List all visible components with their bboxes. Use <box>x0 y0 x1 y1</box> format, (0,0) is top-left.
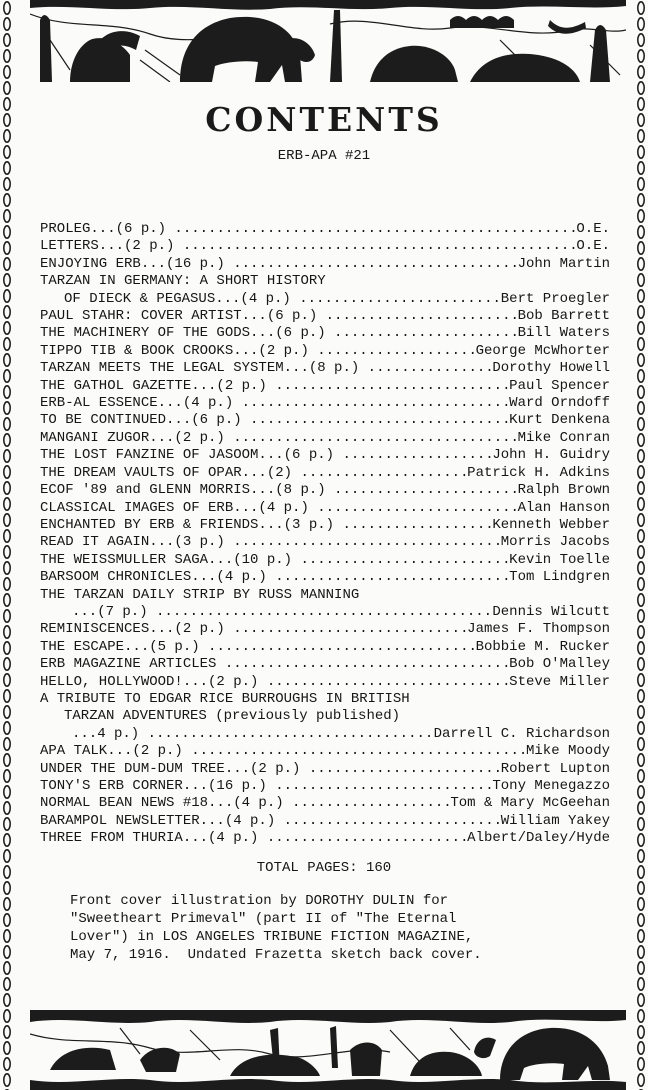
entry-title: LETTERS...(2 p.) ..... <box>40 238 576 255</box>
toc-entry <box>40 743 610 760</box>
entry-title: UNDER THE DUM-DUM TREE...(2 p.) ..... <box>40 761 501 778</box>
toc-entry <box>40 500 610 517</box>
toc-entry <box>40 465 610 482</box>
entry-title: OF DIECK & PEGASUS...(4 p.) ..... <box>64 291 501 308</box>
toc-entry <box>40 378 610 395</box>
entry-author: O.E. <box>576 221 610 237</box>
toc-entry <box>40 412 610 429</box>
toc-entry <box>40 778 610 795</box>
entry-title: ENCHANTED BY ERB & FRIENDS...(3 p.) ..... <box>40 517 492 534</box>
entry-author: Tom Lindgren <box>509 569 610 586</box>
toc-entry <box>40 308 610 325</box>
toc-entry <box>40 795 610 812</box>
entry-author: Albert/Daley/Hyde <box>467 830 610 847</box>
entry-author: Bert Proegler <box>500 290 610 307</box>
toc-entry <box>40 830 610 847</box>
entry-title: ERB-AL ESSENCE...(4 p.) ..... <box>40 395 509 412</box>
entry-title: THE MACHINERY OF THE GODS...(6 p.) ..... <box>40 325 518 342</box>
entry-author: Paul Spencer <box>509 377 610 394</box>
toc-entry <box>40 447 610 464</box>
top-jungle-illustration <box>30 0 626 82</box>
entry-title: ...(7 p.) ..... <box>72 604 492 621</box>
entry-author: Kenneth Webber <box>492 516 610 533</box>
toc-entry-heading: TARZAN IN GERMANY: A SHORT HISTORY <box>40 273 326 290</box>
toc-entry <box>40 482 610 499</box>
toc-entry <box>40 291 610 308</box>
entry-title: REMINISCENCES...(2 p.) ..... <box>40 621 467 638</box>
entry-title: THE GATHOL GAZETTE...(2 p.) ..... <box>40 378 509 395</box>
entry-title: THE DREAM VAULTS OF OPAR...(2) ..... <box>40 465 467 482</box>
entry-title: BARSOOM CHRONICLES...(4 p.) ..... <box>40 569 509 586</box>
toc-entry <box>40 569 610 586</box>
toc-entry <box>40 430 610 447</box>
entry-title: PROLEG...(6 p.) ..... <box>40 221 576 238</box>
entry-title: READ IT AGAIN...(3 p.) ..... <box>40 534 501 551</box>
entry-author: Mike Moody <box>525 743 610 760</box>
entry-author: Kurt Denkena <box>509 412 610 429</box>
toc-entry <box>40 343 610 360</box>
entry-author: Robert Lupton <box>500 760 610 777</box>
entry-author: Bobbie M. Rucker <box>475 638 610 655</box>
entry-title: THE ESCAPE...(5 p.) ..... <box>40 639 476 656</box>
cover-credit: Front cover illustration by DOROTHY DULIN for "Sweetheart Primeval" (part II of "The Eternal Lover") in LOS ANGELES TRIBUNE FICTION MAGAZINE, May 7, 1916. Undated Frazetta sketch back cover. <box>70 893 482 963</box>
toc-entry <box>40 395 610 412</box>
entry-author: Tony Menegazzo <box>492 778 610 794</box>
entry-title: THE WEISSMULLER SAGA...(10 p.) ..... <box>40 552 509 569</box>
toc-entry <box>40 604 610 621</box>
entry-author: Darrell C. Richardson <box>433 725 610 742</box>
entry-title: TO BE CONTINUED...(6 p.) ..... <box>40 412 509 429</box>
entry-title: ...4 p.) ..... <box>72 726 434 743</box>
entry-author: Dennis Wilcutt <box>492 603 610 620</box>
toc-entry <box>40 639 610 656</box>
entry-title: THREE FROM THURIA...(4 p.) ..... <box>40 830 467 847</box>
entry-author: O.E. <box>576 238 610 255</box>
entry-author: Patrick H. Adkins <box>467 464 610 481</box>
page-title: CONTENTS <box>205 100 443 139</box>
entry-author: Ralph Brown <box>517 482 610 499</box>
toc-entry <box>40 238 610 255</box>
entry-author: Bill Waters <box>517 325 610 342</box>
entry-author: James F. Thompson <box>467 621 610 638</box>
entry-title: BARAMPOL NEWSLETTER...(4 p.) ..... <box>40 813 501 830</box>
toc-entry-heading: TARZAN ADVENTURES (previously published) <box>64 708 401 725</box>
entry-author: Kevin Toelle <box>509 551 610 568</box>
entry-title: TONY'S ERB CORNER...(16 p.) ..... <box>40 778 492 795</box>
entry-author: Morris Jacobs <box>500 534 610 551</box>
entry-author: John Martin <box>517 255 610 272</box>
entry-author: Alan Hanson <box>517 499 610 516</box>
entry-title: APA TALK...(2 p.) ..... <box>40 743 526 760</box>
toc-entry <box>40 761 610 778</box>
entry-author: Ward Orndoff <box>509 395 610 412</box>
toc-entry <box>40 221 610 238</box>
entry-title: THE LOST FANZINE OF JASOOM...(6 p.) ..... <box>40 447 492 464</box>
total-pages: TOTAL PAGES: 160 <box>256 860 392 876</box>
entry-title: CLASSICAL IMAGES OF ERB...(4 p.) ..... <box>40 500 518 517</box>
contents-list <box>40 221 610 848</box>
entry-author: Tom & Mary McGeehan <box>450 795 610 812</box>
entry-title: TARZAN MEETS THE LEGAL SYSTEM...(8 p.) ..... <box>40 360 492 377</box>
entry-title: ENJOYING ERB...(16 p.) ..... <box>40 256 518 273</box>
entry-author: George McWhorter <box>475 342 610 359</box>
entry-title: PAUL STAHR: COVER ARTIST...(6 p.) ..... <box>40 308 518 325</box>
entry-title: HELLO, HOLLYWOOD!...(2 p.) ..... <box>40 674 509 691</box>
entry-title: TIPPO TIB & BOOK CROOKS...(2 p.) ..... <box>40 343 476 360</box>
toc-entry <box>40 726 610 743</box>
entry-author: Mike Conran <box>517 429 610 446</box>
entry-title: ERB MAGAZINE ARTICLES ..... <box>40 656 509 673</box>
entry-author: Dorothy Howell <box>492 360 610 377</box>
toc-entry <box>40 256 610 273</box>
toc-entry <box>40 656 610 673</box>
toc-entry <box>40 674 610 691</box>
toc-entry <box>40 552 610 569</box>
toc-entry-heading: A TRIBUTE TO EDGAR RICE BURROUGHS IN BRITISH <box>40 690 410 707</box>
entry-title: NORMAL BEAN NEWS #18...(4 p.) ..... <box>40 795 450 812</box>
entry-author: Steve Miller <box>509 673 610 690</box>
entry-author: John H. Guidry <box>492 447 610 464</box>
toc-entry <box>40 517 610 534</box>
toc-entry <box>40 360 610 377</box>
bottom-jungle-illustration <box>30 1010 626 1090</box>
entry-author: Bob O'Malley <box>509 656 610 673</box>
toc-entry <box>40 813 610 830</box>
entry-author: William Yakey <box>500 812 610 829</box>
entry-author: Bob Barrett <box>517 308 610 325</box>
toc-entry <box>40 534 610 551</box>
toc-entry <box>40 325 610 342</box>
entry-title: MANGANI ZUGOR...(2 p.) ..... <box>40 430 518 447</box>
issue-subtitle: ERB-APA #21 <box>277 148 371 164</box>
toc-entry <box>40 621 610 638</box>
entry-title: ECOF '89 and GLENN MORRIS...(8 p.) ..... <box>40 482 518 499</box>
toc-entry-heading: THE TARZAN DAILY STRIP BY RUSS MANNING <box>40 586 360 603</box>
